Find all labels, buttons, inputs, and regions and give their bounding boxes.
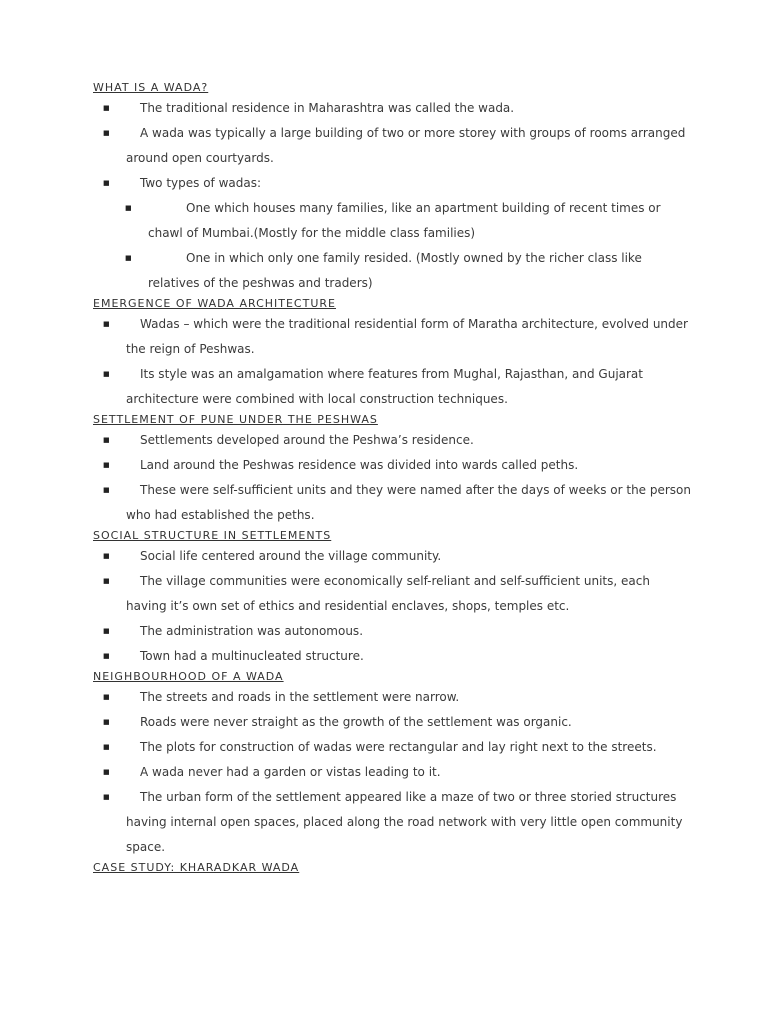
bullet-item bbox=[93, 362, 693, 412]
square-bullet-icon: ■ bbox=[103, 436, 110, 444]
bullet-item bbox=[93, 312, 693, 362]
section bbox=[93, 528, 693, 669]
square-bullet-icon: ■ bbox=[103, 768, 110, 776]
bullet-text: Wadas – which were the traditional residential form of Maratha architecture, evolved under the reign of Peshwas. bbox=[126, 317, 688, 356]
square-bullet-icon: ■ bbox=[103, 718, 110, 726]
bullet-item bbox=[93, 785, 693, 860]
sub-bullet-item bbox=[115, 196, 693, 246]
square-bullet-icon: ■ bbox=[103, 370, 110, 378]
square-bullet-icon: ■ bbox=[125, 204, 132, 212]
square-bullet-icon: ■ bbox=[103, 743, 110, 751]
square-bullet-icon: ■ bbox=[103, 104, 110, 112]
bullet-item bbox=[93, 121, 693, 171]
section bbox=[93, 296, 693, 412]
bullet-text: A wada never had a garden or vistas leading to it. bbox=[140, 765, 441, 779]
bullet-text: Town had a multinucleated structure. bbox=[140, 649, 364, 663]
bullet-text: Settlements developed around the Peshwa’s residence. bbox=[140, 433, 474, 447]
bullet-item bbox=[93, 710, 693, 735]
bullet-text: One in which only one family resided. (Mostly owned by the richer class like relatives of the peshwas and traders) bbox=[148, 251, 642, 290]
square-bullet-icon: ■ bbox=[103, 320, 110, 328]
sub-bullet-item bbox=[115, 246, 693, 296]
section-heading: SOCIAL STRUCTURE IN SETTLEMENTS bbox=[93, 529, 332, 542]
bullet-item bbox=[93, 171, 693, 196]
square-bullet-icon: ■ bbox=[103, 461, 110, 469]
bullet-item bbox=[93, 453, 693, 478]
square-bullet-icon: ■ bbox=[103, 486, 110, 494]
bullet-item bbox=[93, 619, 693, 644]
section-heading: CASE STUDY: KHARADKAR WADA bbox=[93, 861, 300, 874]
section-heading: SETTLEMENT OF PUNE UNDER THE PESHWAS bbox=[93, 413, 378, 426]
bullet-item bbox=[93, 644, 693, 669]
bullet-text: The streets and roads in the settlement were narrow. bbox=[140, 690, 460, 704]
bullet-text: The urban form of the settlement appeared like a maze of two or three storied structures having internal open spaces, placed along the road network with very little open community space. bbox=[126, 790, 683, 854]
bullet-text: The village communities were economically self-reliant and self-sufficient units, each having it’s own set of ethics and residential enclaves, shops, temples etc. bbox=[126, 574, 650, 613]
square-bullet-icon: ■ bbox=[103, 552, 110, 560]
square-bullet-icon: ■ bbox=[103, 627, 110, 635]
bullet-item bbox=[93, 760, 693, 785]
bullet-item bbox=[93, 428, 693, 453]
bullet-text: These were self-sufficient units and they were named after the days of weeks or the person who had established the peths. bbox=[126, 483, 691, 522]
section bbox=[93, 80, 693, 296]
bullet-item bbox=[93, 478, 693, 528]
bullet-text: A wada was typically a large building of two or more storey with groups of rooms arranged around open courtyards. bbox=[126, 126, 686, 165]
square-bullet-icon: ■ bbox=[103, 577, 110, 585]
section bbox=[93, 860, 693, 876]
section-heading: WHAT IS A WADA? bbox=[93, 81, 209, 94]
bullet-text: The administration was autonomous. bbox=[140, 624, 364, 638]
bullet-text: One which houses many families, like an apartment building of recent times or chawl of Mumbai.(Mostly for the middle class families) bbox=[148, 201, 661, 240]
document-body bbox=[93, 80, 693, 876]
bullet-item bbox=[93, 735, 693, 760]
bullet-text: Social life centered around the village community. bbox=[140, 549, 442, 563]
square-bullet-icon: ■ bbox=[103, 652, 110, 660]
bullet-item bbox=[93, 96, 693, 121]
bullet-text: Its style was an amalgamation where features from Mughal, Rajasthan, and Gujarat architecture were combined with local construction techniques. bbox=[126, 367, 643, 406]
square-bullet-icon: ■ bbox=[103, 179, 110, 187]
bullet-text: The traditional residence in Maharashtra was called the wada. bbox=[140, 101, 515, 115]
bullet-text: Roads were never straight as the growth of the settlement was organic. bbox=[140, 715, 572, 729]
section-heading: NEIGHBOURHOOD OF A WADA bbox=[93, 670, 284, 683]
bullet-text: Two types of wadas: bbox=[140, 176, 262, 190]
section bbox=[93, 669, 693, 860]
square-bullet-icon: ■ bbox=[125, 254, 132, 262]
square-bullet-icon: ■ bbox=[103, 793, 110, 801]
bullet-item bbox=[93, 544, 693, 569]
section bbox=[93, 412, 693, 528]
bullet-item bbox=[93, 685, 693, 710]
bullet-item bbox=[93, 569, 693, 619]
bullet-text: The plots for construction of wadas were rectangular and lay right next to the streets. bbox=[140, 740, 657, 754]
square-bullet-icon: ■ bbox=[103, 693, 110, 701]
section-heading: EMERGENCE OF WADA ARCHITECTURE bbox=[93, 297, 336, 310]
bullet-text: Land around the Peshwas residence was divided into wards called peths. bbox=[140, 458, 579, 472]
square-bullet-icon: ■ bbox=[103, 129, 110, 137]
